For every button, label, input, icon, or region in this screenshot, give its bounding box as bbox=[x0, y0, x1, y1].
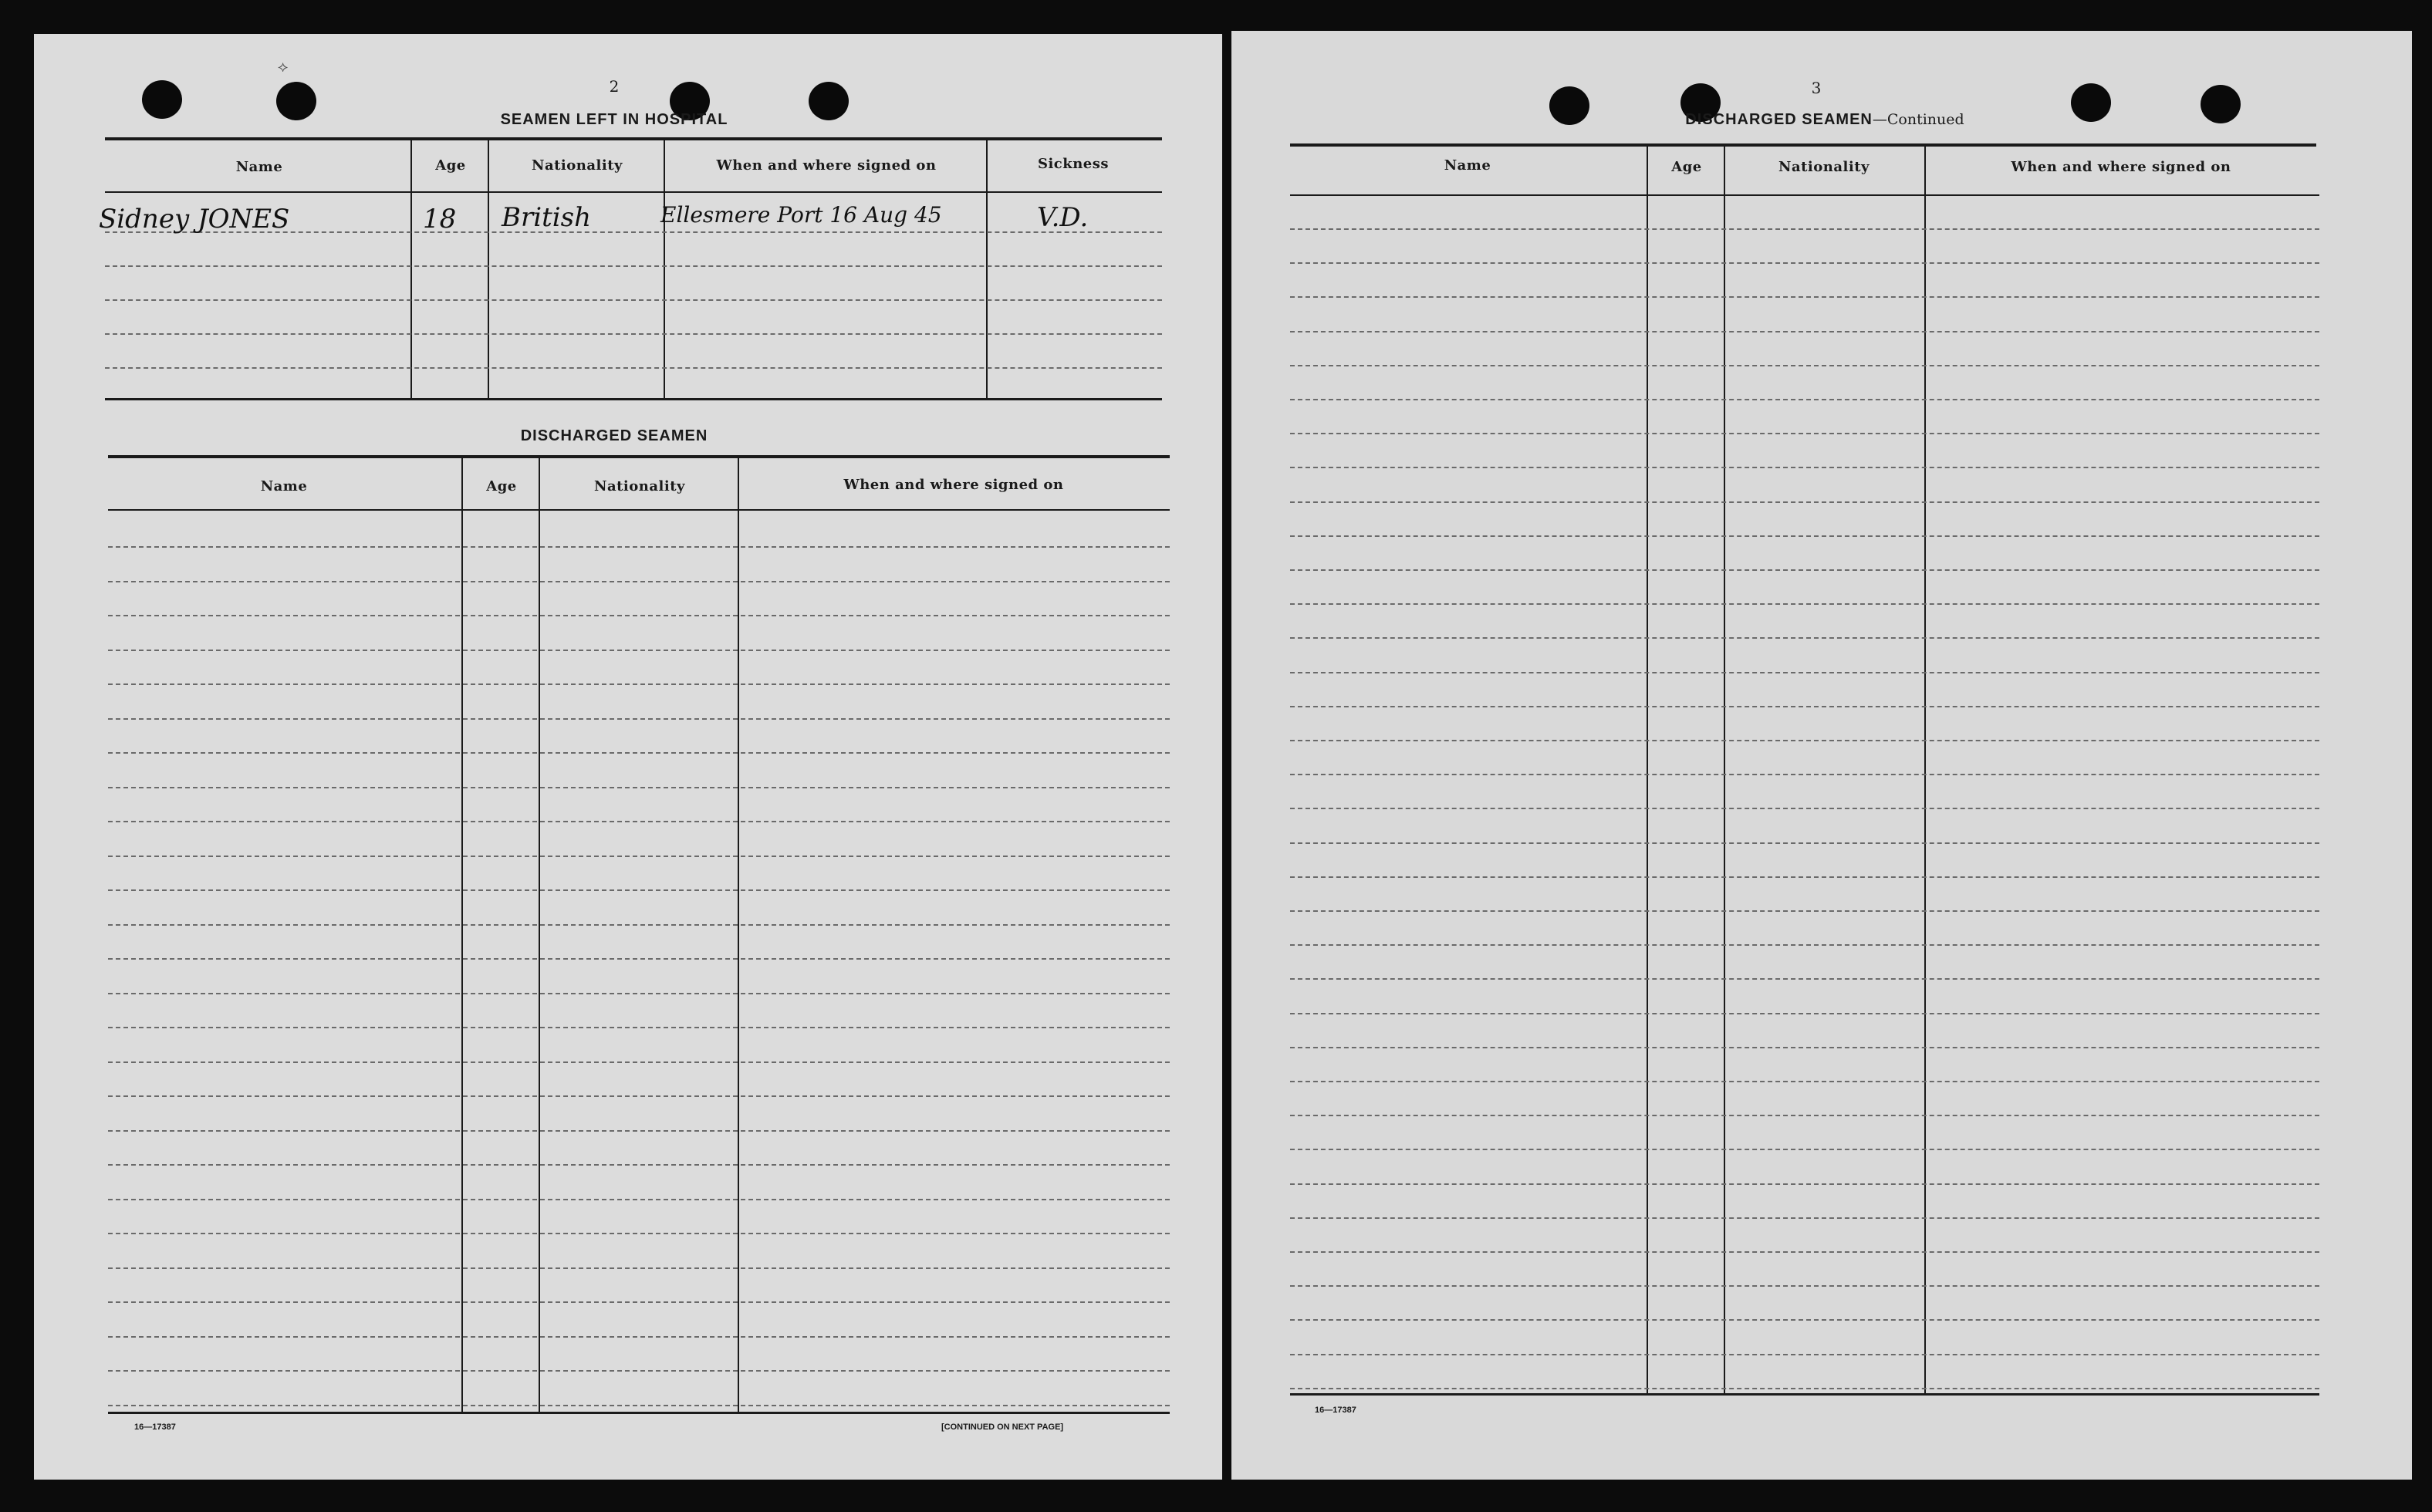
col-header-signed-on: When and where signed on bbox=[843, 477, 1064, 493]
table-row bbox=[105, 333, 1162, 335]
table-row bbox=[108, 718, 1170, 720]
page-number: 3 bbox=[1811, 79, 1822, 97]
col-header-name: Name bbox=[260, 478, 308, 494]
entry-sickness: V.D. bbox=[1037, 202, 1089, 233]
table-row bbox=[108, 1336, 1170, 1338]
form-number: 16—17387 bbox=[1315, 1406, 1356, 1415]
table-top-rule bbox=[108, 455, 1170, 458]
left-page bbox=[34, 34, 1222, 1480]
col-header-signed-on: When and where signed on bbox=[2011, 159, 2231, 175]
entry-signed-on: Ellesmere Port 16 Aug 45 bbox=[660, 202, 942, 228]
table-row bbox=[1290, 1047, 2319, 1048]
title-continued: —Continued bbox=[1872, 111, 1964, 128]
table-row bbox=[1290, 501, 2319, 503]
punch-hole bbox=[2071, 83, 2111, 122]
table-row bbox=[1290, 672, 2319, 673]
table-row bbox=[1290, 1081, 2319, 1082]
table-row bbox=[1290, 433, 2319, 434]
col-divider bbox=[1924, 145, 1926, 1395]
table-top-rule bbox=[105, 137, 1162, 140]
col-header-sickness: Sickness bbox=[1037, 156, 1110, 172]
table-row bbox=[1290, 1013, 2319, 1014]
table-row bbox=[108, 889, 1170, 891]
table-row bbox=[108, 581, 1170, 582]
table-row bbox=[1290, 1115, 2319, 1116]
table-row bbox=[1290, 1354, 2319, 1355]
col-header-nationality: Nationality bbox=[532, 157, 623, 174]
table-row bbox=[1290, 1217, 2319, 1219]
table-row bbox=[1290, 774, 2319, 775]
table-row bbox=[108, 683, 1170, 685]
table-row bbox=[108, 821, 1170, 822]
hospital-section-title: SEAMEN LEFT IN HOSPITAL bbox=[500, 111, 728, 128]
table-row bbox=[1290, 1285, 2319, 1287]
table-row bbox=[108, 1301, 1170, 1303]
col-divider bbox=[539, 457, 540, 1413]
right-page bbox=[1231, 31, 2412, 1480]
table-bottom-rule bbox=[1290, 1393, 2319, 1396]
table-row bbox=[108, 1267, 1170, 1269]
punch-hole bbox=[1549, 86, 1589, 125]
col-header-name: Name bbox=[1444, 157, 1491, 174]
col-divider bbox=[461, 457, 463, 1413]
header-rule bbox=[108, 509, 1170, 511]
table-row bbox=[108, 993, 1170, 994]
punch-hole bbox=[2201, 85, 2241, 123]
punch-hole bbox=[276, 82, 316, 120]
table-row bbox=[1290, 740, 2319, 741]
punch-hole bbox=[809, 82, 849, 120]
table-row bbox=[1290, 1149, 2319, 1150]
table-row bbox=[108, 615, 1170, 616]
table-row bbox=[1290, 296, 2319, 298]
table-row bbox=[1290, 1183, 2319, 1185]
col-header-age: Age bbox=[435, 157, 466, 174]
table-bottom-rule bbox=[108, 1412, 1170, 1414]
entry-age: 18 bbox=[423, 204, 457, 235]
col-header-name: Name bbox=[235, 159, 283, 175]
table-row bbox=[108, 752, 1170, 754]
col-header-nationality: Nationality bbox=[1778, 159, 1870, 175]
table-row bbox=[1290, 808, 2319, 809]
pencil-mark: ⟡ bbox=[278, 57, 289, 76]
table-row bbox=[108, 1061, 1170, 1063]
table-row bbox=[1290, 569, 2319, 571]
table-row bbox=[108, 924, 1170, 926]
table-row bbox=[1290, 467, 2319, 468]
table-row bbox=[1290, 637, 2319, 639]
title-main: DISCHARGED SEAMEN bbox=[1685, 111, 1873, 128]
col-header-signed-on: When and where signed on bbox=[716, 157, 937, 174]
table-row bbox=[1290, 978, 2319, 980]
col-divider bbox=[738, 457, 739, 1413]
table-row bbox=[1290, 842, 2319, 844]
entry-nationality: British bbox=[502, 202, 591, 233]
col-header-nationality: Nationality bbox=[594, 478, 685, 494]
table-row bbox=[105, 299, 1162, 301]
header-rule bbox=[1290, 194, 2319, 196]
table-row bbox=[108, 1095, 1170, 1097]
table-row bbox=[1290, 944, 2319, 946]
continued-note: [CONTINUED ON NEXT PAGE] bbox=[941, 1423, 1064, 1432]
table-row bbox=[108, 856, 1170, 857]
table-row bbox=[108, 1405, 1170, 1406]
table-row bbox=[1290, 331, 2319, 332]
col-divider bbox=[1724, 145, 1725, 1395]
table-bottom-rule bbox=[105, 398, 1162, 400]
table-row bbox=[1290, 399, 2319, 400]
page-number: 2 bbox=[609, 77, 620, 96]
table-row bbox=[108, 787, 1170, 788]
col-divider bbox=[488, 139, 489, 398]
table-row bbox=[1290, 706, 2319, 707]
table-row bbox=[1290, 1319, 2319, 1321]
entry-name: Sidney JONES bbox=[99, 204, 290, 235]
table-row bbox=[1290, 876, 2319, 878]
table-row bbox=[1290, 1251, 2319, 1253]
discharged-section-title: DISCHARGED SEAMEN bbox=[520, 427, 708, 444]
table-row bbox=[108, 546, 1170, 548]
table-row bbox=[1290, 1388, 2319, 1389]
table-row bbox=[105, 367, 1162, 369]
table-row bbox=[108, 1164, 1170, 1166]
col-divider bbox=[664, 139, 665, 398]
col-header-age: Age bbox=[1671, 159, 1702, 175]
col-divider bbox=[1647, 145, 1648, 1395]
table-row bbox=[108, 1370, 1170, 1372]
table-row bbox=[108, 1027, 1170, 1028]
col-divider bbox=[986, 139, 988, 398]
table-row bbox=[108, 1130, 1170, 1132]
table-top-rule bbox=[1290, 143, 2316, 147]
table-row bbox=[1290, 603, 2319, 605]
table-row bbox=[1290, 262, 2319, 264]
table-row bbox=[1290, 228, 2319, 230]
col-header-age: Age bbox=[486, 478, 517, 494]
col-divider bbox=[410, 139, 412, 398]
table-row bbox=[1290, 365, 2319, 366]
table-row bbox=[108, 650, 1170, 651]
table-row bbox=[105, 265, 1162, 267]
header-rule bbox=[105, 191, 1162, 193]
form-number: 16—17387 bbox=[134, 1423, 176, 1432]
table-row bbox=[1290, 535, 2319, 537]
table-row bbox=[108, 1199, 1170, 1200]
table-row bbox=[108, 1233, 1170, 1234]
discharged-continued-title bbox=[1643, 111, 2006, 129]
punch-hole bbox=[142, 80, 182, 119]
table-row bbox=[108, 958, 1170, 960]
table-row bbox=[1290, 910, 2319, 912]
